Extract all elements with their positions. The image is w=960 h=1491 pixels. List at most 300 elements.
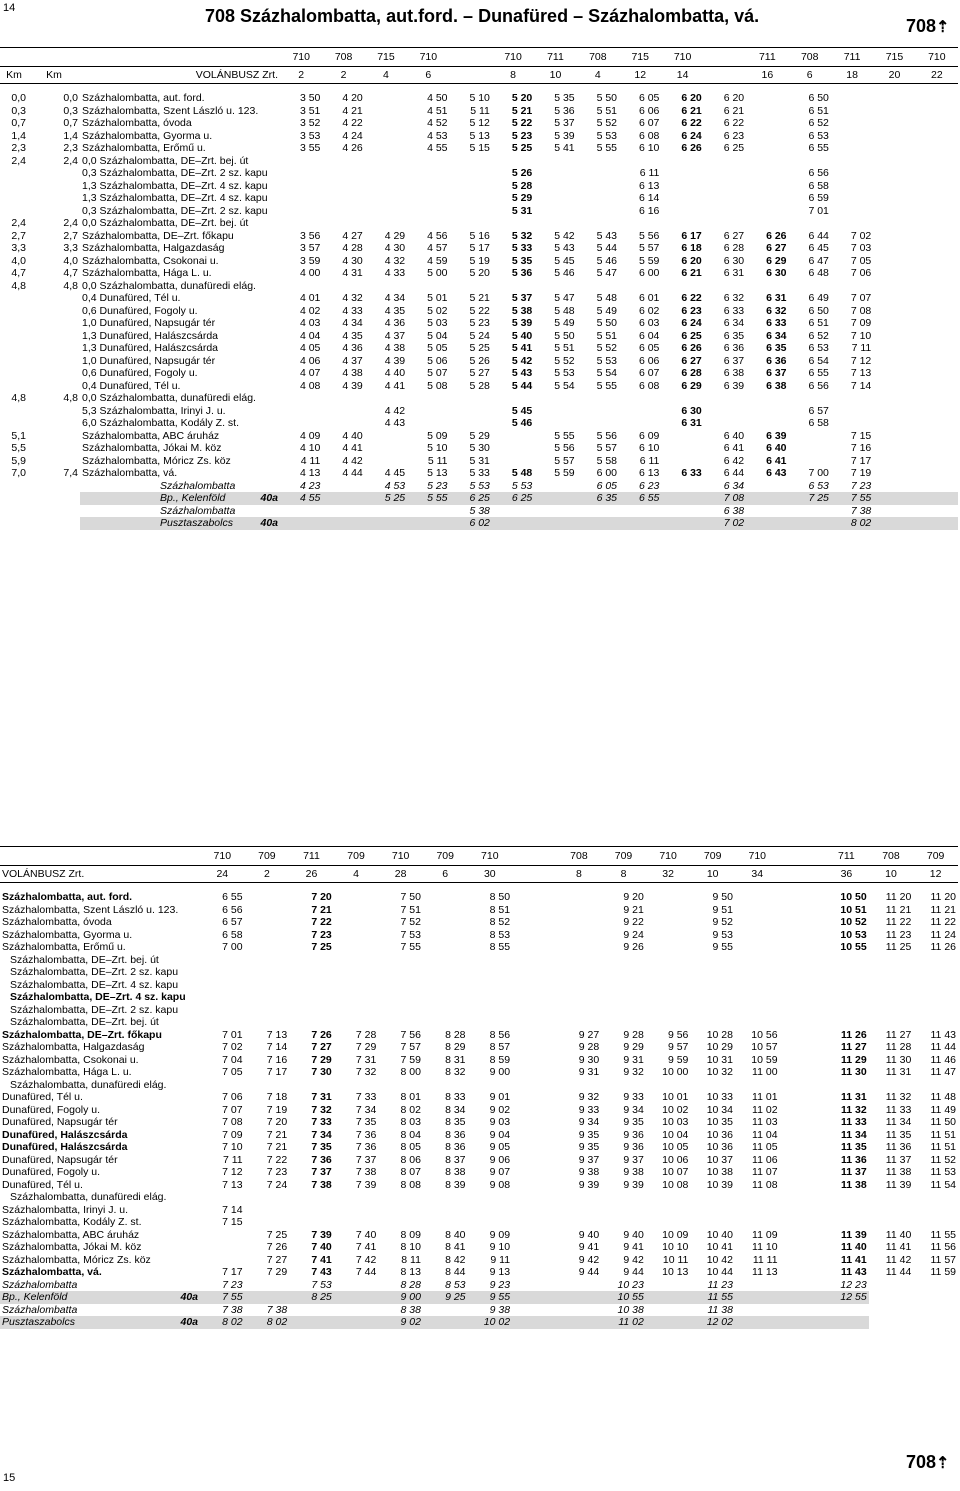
departure-time: 6 31 bbox=[681, 417, 702, 429]
km-value: 4,8 bbox=[63, 279, 78, 292]
departure-time: 5 46 bbox=[511, 417, 533, 429]
departure-time bbox=[577, 417, 619, 430]
km-value bbox=[28, 367, 80, 380]
departure-time bbox=[423, 979, 468, 992]
departure-time: 7 21 bbox=[266, 1141, 288, 1153]
connection-name: Bp., Kelenföld bbox=[2, 1291, 68, 1303]
departure-time bbox=[557, 1016, 602, 1029]
connection-time: 6 02 bbox=[450, 517, 492, 530]
departure-time: 5 56 bbox=[554, 442, 575, 454]
route-header: 708 bbox=[869, 847, 914, 866]
departure-time bbox=[780, 1241, 825, 1254]
connection-station bbox=[80, 517, 280, 530]
departure-time: 6 23 bbox=[723, 129, 745, 142]
connection-time: 7 25 bbox=[789, 492, 831, 505]
km-value: 4,7 bbox=[63, 267, 78, 279]
departure-time: 9 31 bbox=[578, 1066, 600, 1078]
trip-header: 6 bbox=[789, 67, 831, 84]
departure-time bbox=[873, 292, 915, 305]
departure-time: 9 35 bbox=[578, 1128, 600, 1141]
departure-time: 7 36 bbox=[355, 1128, 377, 1141]
connection-time: 9 25 bbox=[423, 1291, 468, 1304]
departure-time bbox=[831, 167, 873, 180]
departure-time: 8 53 bbox=[489, 928, 511, 941]
departure-time: 10 01 bbox=[662, 1091, 689, 1103]
departure-time: 5 41 bbox=[511, 342, 533, 354]
station-name: Százhalombatta, DE–Zrt. 2 sz. kapu bbox=[10, 1003, 179, 1016]
departure-time: 6 40 bbox=[766, 442, 787, 454]
departure-time: 11 11 bbox=[752, 1253, 778, 1266]
departure-time: 9 37 bbox=[578, 1153, 600, 1166]
departure-time bbox=[704, 217, 746, 230]
timetable-row bbox=[0, 430, 958, 443]
connection-time: 10 02 bbox=[468, 1316, 513, 1329]
departure-time: 5 47 bbox=[596, 267, 618, 279]
departure-time: 9 35 bbox=[623, 1116, 644, 1128]
departure-time bbox=[780, 1104, 825, 1117]
km-value bbox=[0, 180, 28, 193]
departure-time: 9 36 bbox=[623, 1141, 644, 1153]
departure-time: 6 22 bbox=[681, 292, 702, 304]
timetable-row bbox=[0, 954, 958, 967]
km-value: 1,4 bbox=[63, 129, 78, 142]
connection-row bbox=[0, 517, 958, 530]
connection-name: Bp., Kelenföld bbox=[160, 492, 226, 504]
departure-time bbox=[468, 1079, 513, 1092]
departure-time: 8 42 bbox=[445, 1253, 466, 1266]
station-name: 1,3 Dunafüred, Halászcsárda bbox=[82, 329, 218, 342]
departure-time: 6 02 bbox=[638, 304, 660, 317]
departure-time bbox=[423, 929, 468, 942]
route-header bbox=[512, 847, 557, 866]
departure-time: 6 29 bbox=[681, 379, 702, 392]
departure-time bbox=[746, 117, 788, 130]
departure-time bbox=[831, 155, 873, 168]
km-value: 2,3 bbox=[11, 142, 26, 154]
departure-time: 11 32 bbox=[885, 1091, 912, 1103]
departure-time bbox=[916, 280, 958, 293]
departure-time: 6 38 bbox=[766, 379, 787, 392]
departure-time bbox=[916, 167, 958, 180]
connection-time: 5 53 bbox=[469, 479, 490, 492]
timetable-row bbox=[0, 1054, 958, 1067]
departure-time: 5 46 bbox=[554, 267, 575, 279]
departure-time: 7 17 bbox=[850, 454, 872, 467]
departure-time: 4 27 bbox=[342, 229, 363, 242]
departure-time: 4 37 bbox=[384, 329, 406, 342]
departure-time: 6 54 bbox=[808, 354, 829, 367]
departure-time: 5 48 bbox=[596, 292, 618, 304]
departure-time: 6 36 bbox=[723, 342, 745, 354]
connection-time bbox=[365, 505, 407, 518]
page-title: 708 Százhalombatta, aut.ford. – Dunafüred – Százhalombatta, vá. bbox=[205, 6, 760, 26]
departure-time: 7 22 bbox=[266, 1153, 288, 1166]
connection-time: 7 55 bbox=[831, 492, 873, 505]
connection-station bbox=[0, 1316, 200, 1329]
departure-time bbox=[869, 991, 914, 1004]
connection-time: 11 23 bbox=[707, 1278, 733, 1291]
departure-time bbox=[601, 1079, 646, 1092]
timetable-row bbox=[0, 1216, 958, 1229]
departure-time bbox=[824, 1016, 869, 1029]
departure-time bbox=[365, 105, 407, 118]
departure-time bbox=[492, 217, 534, 230]
departure-time: 10 50 bbox=[840, 891, 867, 903]
departure-time bbox=[534, 417, 576, 430]
departure-time: 7 00 bbox=[222, 941, 243, 953]
departure-time: 10 36 bbox=[706, 1141, 733, 1153]
departure-time bbox=[512, 1041, 557, 1054]
departure-time: 6 21 bbox=[681, 267, 702, 279]
connection-time bbox=[512, 1291, 557, 1304]
connection-time bbox=[557, 1316, 602, 1329]
departure-time: 11 43 bbox=[841, 1266, 867, 1278]
km-value: 4,0 bbox=[11, 254, 26, 267]
departure-time bbox=[789, 217, 831, 230]
departure-time: 10 06 bbox=[662, 1153, 689, 1166]
km-value bbox=[0, 167, 28, 180]
station-name: Százhalombatta, dunafüredi elág. bbox=[10, 1078, 167, 1091]
timetable-row bbox=[0, 1204, 958, 1217]
blank bbox=[0, 517, 28, 530]
departure-time bbox=[735, 1191, 780, 1204]
departure-time: 8 02 bbox=[400, 1103, 421, 1116]
km-value bbox=[0, 380, 28, 393]
route-header: 710 bbox=[916, 48, 958, 67]
departure-time bbox=[869, 1079, 914, 1092]
departure-time: 7 26 bbox=[311, 1028, 332, 1041]
km-value bbox=[28, 330, 80, 343]
connection-time: 8 25 bbox=[289, 1291, 334, 1304]
connection-line: 40a bbox=[260, 517, 279, 529]
departure-time bbox=[789, 430, 831, 443]
departure-time bbox=[913, 954, 958, 967]
timetable-row bbox=[0, 405, 958, 418]
departure-time: 6 56 bbox=[808, 167, 829, 179]
station-name: 0,4 Dunafüred, Tél u. bbox=[82, 379, 181, 392]
departure-time bbox=[735, 979, 780, 992]
km-value bbox=[28, 455, 80, 468]
departure-time: 7 21 bbox=[311, 903, 332, 916]
departure-time: 11 22 bbox=[885, 916, 912, 928]
departure-time: 3 55 bbox=[299, 142, 321, 154]
departure-time bbox=[245, 1216, 290, 1229]
departure-time: 11 37 bbox=[885, 1153, 912, 1166]
trip-header: 8 bbox=[492, 67, 534, 84]
departure-time: 5 13 bbox=[469, 129, 490, 142]
departure-time: 8 59 bbox=[489, 1053, 511, 1066]
departure-time bbox=[824, 991, 869, 1004]
km-value bbox=[28, 380, 80, 393]
departure-time: 5 43 bbox=[511, 367, 533, 379]
departure-time: 9 13 bbox=[489, 1266, 511, 1278]
departure-time bbox=[831, 142, 873, 155]
departure-time: 9 57 bbox=[667, 1041, 689, 1053]
km-header: Km bbox=[0, 67, 28, 84]
timetable-row bbox=[0, 205, 958, 218]
departure-time bbox=[512, 891, 557, 904]
departure-time bbox=[873, 167, 915, 180]
station-name: 0,0 Százhalombatta, DE–Zrt. bej. út bbox=[82, 217, 249, 229]
departure-time bbox=[746, 217, 788, 230]
trip-header bbox=[780, 866, 825, 883]
departure-time: 5 56 bbox=[596, 429, 618, 442]
km-value: 4,8 bbox=[11, 392, 26, 404]
departure-time: 7 55 bbox=[400, 941, 421, 953]
header-route-row bbox=[0, 847, 958, 866]
departure-time bbox=[365, 455, 407, 468]
departure-time bbox=[512, 1079, 557, 1092]
departure-time bbox=[601, 1016, 646, 1029]
station-name: Százhalombatta, ABC áruház bbox=[2, 1228, 140, 1241]
departure-time: 6 10 bbox=[638, 442, 660, 454]
departure-time bbox=[869, 979, 914, 992]
departure-time: 11 51 bbox=[930, 1128, 956, 1141]
connection-line: 40a bbox=[180, 1316, 199, 1328]
departure-time bbox=[512, 1191, 557, 1204]
departure-time: 6 31 bbox=[723, 267, 745, 279]
departure-time bbox=[690, 1204, 735, 1217]
departure-time: 9 51 bbox=[712, 903, 733, 916]
timetable-row bbox=[0, 1254, 958, 1267]
departure-time bbox=[378, 1004, 423, 1017]
trip-header: 10 bbox=[534, 67, 576, 84]
station-name: 1,3 Százhalombatta, DE–Zrt. 4 sz. kapu bbox=[82, 192, 268, 204]
departure-time: 8 07 bbox=[400, 1166, 421, 1178]
departure-time: 4 22 bbox=[342, 117, 363, 129]
departure-time bbox=[378, 1079, 423, 1092]
departure-time: 11 29 bbox=[841, 1053, 867, 1066]
departure-time: 6 26 bbox=[681, 342, 702, 354]
departure-time: 4 04 bbox=[299, 329, 321, 342]
connection-row bbox=[0, 505, 958, 518]
departure-time: 5 29 bbox=[469, 429, 490, 442]
departure-time bbox=[534, 180, 576, 193]
departure-time bbox=[450, 417, 492, 430]
departure-time bbox=[365, 205, 407, 218]
departure-time bbox=[646, 904, 691, 917]
km-value: 4,8 bbox=[11, 279, 26, 292]
departure-time: 11 08 bbox=[752, 1178, 778, 1191]
connection-time bbox=[289, 1316, 334, 1329]
departure-time bbox=[245, 1079, 290, 1092]
departure-time: 7 11 bbox=[222, 1153, 243, 1166]
departure-time: 7 35 bbox=[355, 1116, 377, 1128]
departure-time bbox=[780, 1091, 825, 1104]
timetable-row bbox=[0, 1091, 958, 1104]
departure-time bbox=[824, 1216, 869, 1229]
departure-time: 11 33 bbox=[841, 1116, 867, 1128]
timetable-row bbox=[0, 1129, 958, 1142]
departure-time bbox=[450, 205, 492, 218]
departure-time: 6 33 bbox=[681, 467, 702, 479]
trip-header: 6 bbox=[423, 866, 468, 883]
connection-time: 6 25 bbox=[450, 492, 492, 505]
timetable-row bbox=[0, 1179, 958, 1192]
departure-time bbox=[873, 92, 915, 105]
departure-time bbox=[869, 966, 914, 979]
departure-time: 6 21 bbox=[723, 104, 745, 117]
station-name: Százhalombatta, vá. bbox=[82, 467, 178, 479]
departure-time: 11 07 bbox=[752, 1166, 778, 1178]
departure-time: 4 05 bbox=[299, 342, 321, 354]
departure-time bbox=[704, 280, 746, 293]
departure-time bbox=[557, 1004, 602, 1017]
timetable-row bbox=[0, 92, 958, 105]
departure-time: 4 10 bbox=[299, 442, 321, 454]
departure-time: 5 43 bbox=[554, 242, 575, 254]
timetable-row bbox=[0, 1029, 958, 1042]
connection-time bbox=[334, 1316, 379, 1329]
connection-time bbox=[746, 480, 788, 493]
departure-time: 11 05 bbox=[752, 1141, 778, 1153]
connection-time bbox=[334, 1304, 379, 1317]
timetable-row bbox=[0, 1041, 958, 1054]
departure-time: 6 58 bbox=[808, 179, 829, 192]
departure-time bbox=[200, 966, 245, 979]
departure-time: 5 51 bbox=[596, 104, 618, 117]
departure-time: 6 44 bbox=[808, 229, 829, 242]
departure-time: 11 26 bbox=[841, 1028, 867, 1041]
station-name: Százhalombatta, aut. ford. bbox=[82, 92, 205, 104]
departure-time bbox=[735, 1004, 780, 1017]
route-header: 709 bbox=[334, 847, 379, 866]
departure-time: 6 11 bbox=[639, 454, 660, 467]
connection-time: 10 55 bbox=[601, 1291, 646, 1304]
departure-time bbox=[690, 1216, 735, 1229]
departure-time bbox=[492, 392, 534, 405]
departure-time bbox=[704, 417, 746, 430]
departure-time: 9 38 bbox=[623, 1166, 644, 1178]
departure-time: 6 14 bbox=[638, 192, 660, 204]
connection-time: 6 05 bbox=[596, 479, 618, 492]
departure-time bbox=[245, 991, 290, 1004]
departure-time: 10 33 bbox=[706, 1091, 733, 1103]
departure-time: 7 10 bbox=[222, 1141, 243, 1153]
departure-time bbox=[450, 392, 492, 405]
departure-time bbox=[824, 1079, 869, 1092]
connection-row bbox=[0, 1304, 958, 1317]
departure-time: 10 29 bbox=[706, 1041, 733, 1053]
connection-time: 7 08 bbox=[704, 492, 746, 505]
departure-time bbox=[512, 916, 557, 929]
timetable-row bbox=[0, 192, 958, 205]
departure-time bbox=[873, 355, 915, 368]
departure-time: 11 42 bbox=[885, 1253, 912, 1266]
departure-time bbox=[704, 167, 746, 180]
departure-time bbox=[789, 280, 831, 293]
departure-time bbox=[780, 1129, 825, 1142]
timetable-row bbox=[0, 1116, 958, 1129]
timetable-row bbox=[0, 904, 958, 917]
departure-time: 7 34 bbox=[355, 1103, 377, 1116]
departure-time bbox=[690, 1016, 735, 1029]
connection-time: 10 23 bbox=[617, 1278, 644, 1291]
station-name: 1,3 Dunafüred, Halászcsárda bbox=[82, 342, 218, 354]
departure-time: 7 41 bbox=[355, 1241, 377, 1253]
departure-time: 7 36 bbox=[311, 1153, 332, 1166]
km-value: 0,3 bbox=[11, 104, 26, 117]
departure-time bbox=[916, 330, 958, 343]
departure-time: 9 39 bbox=[578, 1178, 600, 1191]
station-name: 0,6 Dunafüred, Fogoly u. bbox=[82, 367, 198, 379]
connection-time bbox=[557, 1291, 602, 1304]
connection-time bbox=[423, 1304, 468, 1317]
departure-time: 6 20 bbox=[681, 92, 702, 104]
departure-time bbox=[468, 1191, 513, 1204]
departure-time bbox=[322, 167, 364, 180]
departure-time: 10 13 bbox=[662, 1266, 689, 1278]
departure-time: 6 00 bbox=[596, 467, 618, 479]
connection-time bbox=[746, 505, 788, 518]
departure-time: 7 56 bbox=[400, 1028, 421, 1041]
departure-time bbox=[378, 966, 423, 979]
station-name: Százhalombatta, DE–Zrt. bej. út bbox=[10, 953, 159, 966]
departure-time: 6 00 bbox=[638, 267, 660, 279]
departure-time: 11 01 bbox=[752, 1091, 778, 1103]
station-name: Százhalombatta, Jókai M. köz bbox=[2, 1241, 142, 1253]
connection-time bbox=[407, 517, 449, 530]
connection-time: 9 55 bbox=[468, 1291, 513, 1304]
departure-time: 5 54 bbox=[596, 367, 618, 379]
km-value bbox=[0, 205, 28, 218]
departure-time bbox=[334, 966, 379, 979]
departure-time bbox=[577, 405, 619, 418]
departure-time bbox=[690, 1191, 735, 1204]
departure-time: 11 26 bbox=[930, 941, 956, 953]
departure-time bbox=[322, 180, 364, 193]
departure-time: 8 10 bbox=[400, 1241, 421, 1253]
connection-time bbox=[512, 1316, 557, 1329]
departure-time bbox=[661, 192, 703, 205]
arrow-up-icon: ⇡ bbox=[936, 1455, 950, 1472]
station-name: Százhalombatta, Irinyi J. u. bbox=[2, 1203, 129, 1216]
timetable-row bbox=[0, 1229, 958, 1242]
connection-time: 6 35 bbox=[577, 492, 619, 505]
departure-time: 8 57 bbox=[489, 1041, 511, 1053]
departure-time bbox=[780, 1216, 825, 1229]
departure-time bbox=[423, 954, 468, 967]
departure-time: 7 53 bbox=[400, 928, 421, 941]
departure-time bbox=[289, 991, 334, 1004]
departure-time bbox=[873, 442, 915, 455]
departure-time: 5 35 bbox=[554, 92, 575, 104]
departure-time: 5 36 bbox=[554, 104, 575, 117]
departure-time: 4 30 bbox=[384, 242, 406, 254]
station-name: 1,0 Dunafüred, Napsugár tér bbox=[82, 317, 216, 329]
departure-time: 4 07 bbox=[299, 367, 321, 379]
departure-time: 6 10 bbox=[638, 142, 660, 154]
departure-time: 5 05 bbox=[427, 342, 448, 354]
departure-time bbox=[916, 305, 958, 318]
departure-time: 4 40 bbox=[342, 429, 363, 442]
departure-time: 7 29 bbox=[266, 1266, 288, 1278]
departure-time bbox=[873, 242, 915, 255]
departure-time bbox=[289, 1016, 334, 1029]
departure-time bbox=[780, 966, 825, 979]
departure-time bbox=[512, 1254, 557, 1267]
departure-time: 7 12 bbox=[850, 354, 872, 367]
connection-time: 8 38 bbox=[400, 1303, 421, 1316]
departure-time: 7 16 bbox=[850, 442, 872, 454]
departure-time bbox=[512, 1004, 557, 1017]
departure-time: 7 04 bbox=[222, 1053, 243, 1066]
departure-time bbox=[661, 430, 703, 443]
departure-time: 7 59 bbox=[400, 1053, 421, 1066]
departure-time bbox=[824, 1204, 869, 1217]
km-value bbox=[0, 417, 28, 430]
departure-time: 8 35 bbox=[445, 1116, 466, 1128]
